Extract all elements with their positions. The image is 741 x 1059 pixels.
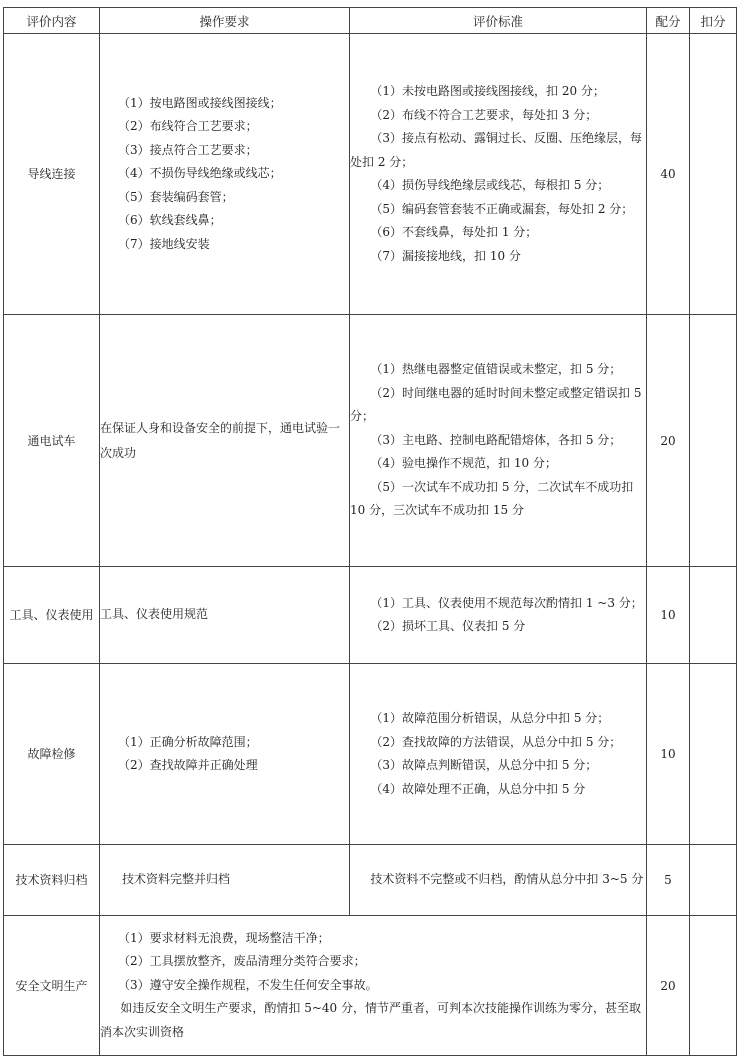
table-row — [4, 34, 737, 315]
header-requirement: 操作要求 — [100, 8, 350, 34]
standard-cell — [350, 315, 647, 567]
item-cell: 通电试车 — [4, 315, 100, 567]
standard-line: （2）查找故障的方法错误，从总分中扣 5 分； — [370, 734, 622, 749]
evaluation-table — [3, 7, 737, 1056]
standard-line: （5）编码套管套装不正确或漏套，每处扣 2 分； — [370, 201, 634, 216]
header-deduction: 扣分 — [690, 8, 737, 34]
requirement-line: （4）不损伤导线绝缘或线芯； — [118, 166, 282, 181]
deduction-cell — [690, 567, 737, 664]
requirement-line: （3）遵守安全操作规程，不发生任何安全事故。 — [118, 977, 378, 992]
requirement-text: 技术资料完整并归档 — [122, 872, 231, 887]
deduction-cell — [690, 315, 737, 567]
standard-line: （4）验电操作不规范，扣 10 分； — [370, 456, 557, 471]
merged-requirement-cell — [100, 916, 647, 1056]
standard-line: （2）损坏工具、仪表扣 5 分 — [370, 619, 526, 633]
standard-cell — [350, 34, 647, 315]
standard-line: （1）故障范围分析错误，从总分中扣 5 分； — [370, 711, 610, 725]
requirement-line: （6）软线套线鼻； — [118, 213, 222, 228]
table-row — [4, 916, 737, 1056]
requirement-line: （2）工具摆放整齐，废品清理分类符合要求； — [118, 954, 366, 969]
score-cell: 20 — [647, 916, 690, 1056]
violation-note: 如违反安全文明生产要求，酌情扣 5~40 分，情节严重者，可判本次技能操作训练为零分，甚至取消本次实训资格 — [100, 1001, 641, 1039]
table-row — [4, 845, 737, 916]
requirement-line: （1）正确分析故障范围； — [118, 734, 258, 749]
requirement-cell — [100, 315, 350, 567]
standard-line: （7）漏接接地线，扣 10 分 — [370, 248, 521, 263]
standard-cell — [350, 664, 647, 845]
standard-line: （4）损伤导线绝缘层或线芯，每根扣 5 分； — [370, 178, 610, 192]
standard-line: （3）接点有松动、露铜过长、反圈、压绝缘层，每处扣 2 分； — [350, 131, 643, 169]
requirement-line: （2）查找故障并正确处理 — [118, 758, 258, 772]
standard-line: （3）主电路、控制电路配错熔体，各扣 5 分； — [370, 432, 622, 447]
deduction-cell — [690, 34, 737, 315]
requirement-cell — [100, 845, 350, 916]
requirement-cell — [100, 567, 350, 664]
item-cell: 工具、仪表使用 — [4, 567, 100, 664]
table-row — [4, 567, 737, 664]
requirement-cell — [100, 664, 350, 845]
requirement-text: 工具、仪表使用规范 — [100, 607, 209, 622]
score-cell: 20 — [647, 315, 690, 567]
requirement-line: （1）按电路图或接线图接线； — [118, 95, 282, 110]
requirement-line: （2）布线符合工艺要求； — [118, 119, 258, 134]
deduction-cell — [690, 845, 737, 916]
header-score: 配分 — [647, 8, 690, 34]
score-cell: 10 — [647, 567, 690, 664]
score-cell: 10 — [647, 664, 690, 845]
item-cell: 导线连接 — [4, 34, 100, 315]
deduction-cell — [690, 916, 737, 1056]
standard-cell — [350, 567, 647, 664]
table-row — [4, 664, 737, 845]
header-standard: 评价标准 — [350, 8, 647, 34]
requirement-line: （5）套装编码套管； — [118, 189, 234, 204]
standard-line: （4）故障处理不正确，从总分中扣 5 分 — [370, 781, 586, 796]
standard-line: （1）未按电路图或接线图接线，扣 20 分； — [370, 84, 605, 98]
requirement-line: （7）接地线安装 — [118, 236, 210, 251]
standard-line: 技术资料不完整或不归档，酌情从总分中扣 3~5 分 — [370, 872, 644, 887]
requirement-text: 在保证人身和设备安全的前提下，通电试验一次成功 — [100, 420, 341, 460]
score-cell: 5 — [647, 845, 690, 916]
standard-line: （3）故障点判断错误，从总分中扣 5 分； — [370, 758, 598, 772]
deduction-cell — [690, 664, 737, 845]
standard-line: （6）不套线鼻，每处扣 1 分； — [370, 225, 538, 239]
standard-line: （1）热继电器整定值错误或未整定，扣 5 分； — [370, 362, 622, 377]
table-row — [4, 315, 737, 567]
standard-line: （2）布线不符合工艺要求，每处扣 3 分； — [370, 107, 598, 122]
item-cell: 技术资料归档 — [4, 845, 100, 916]
header-row — [4, 8, 737, 34]
requirement-cell — [100, 34, 350, 315]
score-cell: 40 — [647, 34, 690, 315]
standard-line: （1）工具、仪表使用不规范每次酌情扣 1 ~3 分； — [370, 595, 643, 610]
item-cell: 安全文明生产 — [4, 916, 100, 1056]
standard-line: （2）时间继电器的延时时间未整定或整定错误扣 5 分； — [350, 385, 642, 424]
item-cell: 故障检修 — [4, 664, 100, 845]
requirement-line: （3）接点符合工艺要求； — [118, 142, 258, 157]
header-item: 评价内容 — [4, 8, 100, 34]
standard-cell — [350, 845, 647, 916]
standard-line: （5）一次试车不成功扣 5 分，二次试车不成功扣 10 分，三次试车不成功扣 15 分 — [350, 479, 634, 518]
requirement-line: （1）要求材料无浪费，现场整洁干净； — [118, 930, 330, 945]
